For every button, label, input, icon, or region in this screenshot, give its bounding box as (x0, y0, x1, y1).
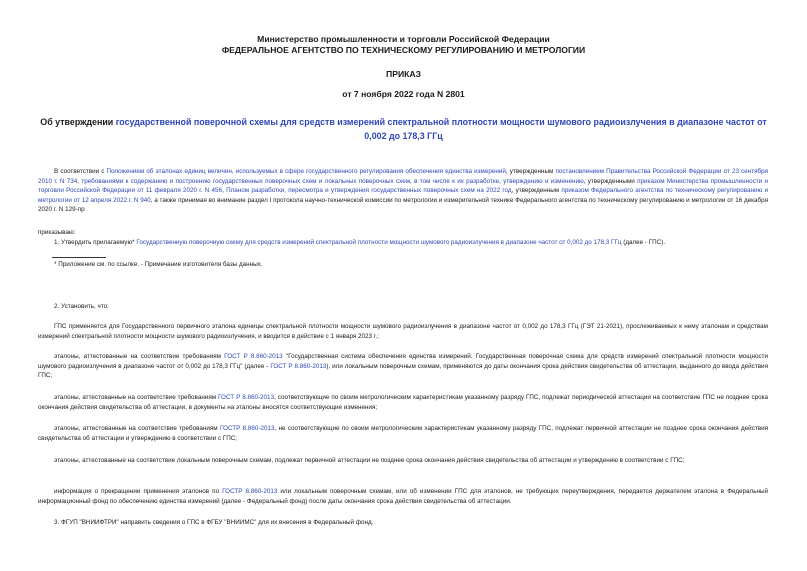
etalons-1-text-3: ), или локальным поверочным схемам, применяются до даты окончания срока действия свидетельства об аттестации, выданного до ввода действия ГПС; (38, 362, 768, 380)
item-1-text-2: (далее - ГПС). (621, 239, 666, 246)
item-1 (54, 238, 774, 248)
preamble-text-6: , утвержденным (511, 187, 562, 195)
footnote-divider (52, 257, 106, 258)
agency-name: ФЕДЕРАЛЬНОЕ АГЕНТСТВО ПО ТЕХНИЧЕСКОМУ РЕГУЛИРОВАНИЮ И МЕТРОЛОГИИ (221, 45, 586, 55)
item-1-text-1: 1. Утвердить прилагаемую* (54, 239, 137, 246)
etalons-1-text-2: "Государственная система обеспечения единства измерений. Государственная поверочная схема для средств измерений спектральной плотности мощности шумового радиоизлучения в диапазоне частот от 0,002 до 178,3 ГГц" (далее - (38, 353, 768, 370)
footnote: * Приложение см. по ссылке. - Примечание изготовителя базы данных. (54, 261, 263, 268)
preamble (38, 167, 768, 215)
link-regulation-etalons[interactable]: Положением об эталонах единиц величин, используемых в сфере государственного регулирования обеспечения единства измерений (106, 168, 506, 175)
etalons-2-text-1: эталоны, аттестованные на соответствие требованиям (54, 394, 218, 401)
ministry-name: Министерство промышленности и торговли Российской Федерации (257, 34, 550, 44)
etalons-2-text-2: , соответствующие по своим метрологическим характеристикам указанному разряду ГПС, подлежат периодической аттестации на соответствие ГПС не позднее срока окончания действия свидетельства об аттестации, в документы на эталоны вносятся соответствующие изменения; (38, 394, 769, 411)
etalons-3-text-1: эталоны, аттестованные на соответствие требованиям (54, 425, 220, 432)
link-gost-2[interactable]: ГОСТ Р 8.860-2013 (270, 362, 327, 370)
link-gost-1[interactable]: ГОСТ Р 8.860-2013 (224, 353, 283, 360)
info-text-2: или локальным поверочным схемам, или об изменении ГПС для эталонов, не требующих переутверждения, передается держателем эталона в Федеральный информационный фонд по обеспечению единства измерений (далее - Федеральный фонд) после даты окончания срока действия свидетельства об аттестации. (38, 488, 769, 505)
preamble-text-2: , утвержденным (505, 168, 556, 175)
preamble-text-3: , (77, 177, 82, 185)
preamble-text-5: , (222, 187, 227, 195)
etalons-1-text-1: эталоны, аттестованные на соответствие требованиям (54, 353, 225, 360)
page-title (30, 115, 777, 143)
paragraph-gps: ГПС применяется для Государственного первичного эталона единицы спектральной плотности мощности шумового радиоизлучения в диапазоне частот от 0,002 до 178,3 ГГц (ГЭТ 21-2021), прослеживаемых к нему эталонам и средствам измерений спектральной плотности мощности шумового радиоизлучения, и вводится в действие с 1 января 2023 г.; (38, 323, 768, 340)
paragraph-etalons-2 (38, 393, 768, 412)
title-prefix: Об утверждении (40, 117, 116, 127)
link-ministry-order[interactable]: приказом Министерства промышленности и торговли Российской Федерации от 11 февраля 2020 г. N 456 (38, 177, 769, 195)
doc-type: ПРИКАЗ (386, 69, 421, 79)
etalons-3-text-2: , не соответствующие по своим метрологическим характеристикам указанному разряду ГПС, подлежат первичной аттестации не позднее срока окончания действия свидетельства об аттестации и утверждению в соответствии с ГПС; (38, 425, 769, 442)
preamble-text-1: В соответствии с (54, 168, 107, 175)
doc-date-number: от 7 ноября 2022 года N 2801 (342, 89, 465, 99)
link-gps-scheme[interactable]: Государственную поверочную схему для средств измерений спектральной плотности мощности шумового радиоизлучения в диапазоне частот от 0,002 до 178,3 ГГц (136, 239, 622, 246)
preamble-text-4: , утвержденными (583, 177, 638, 185)
paragraph-info (38, 487, 768, 506)
link-requirements[interactable]: требованиями к содержанию и построению государственных поверочных схем и локальных поверочных схем, в том числе к их разработке, утверждению и изменению (81, 177, 584, 185)
orders-word: приказываю: (38, 229, 76, 236)
title-link[interactable]: государственной поверочной схемы для средств измерений спектральной плотности мощности шумового радиоизлучения в диапазоне частот от 0,002 до 178,3 ГГц (115, 117, 767, 141)
link-gost-3[interactable]: ГОСТ Р 8.860-2013 (218, 394, 275, 401)
link-plan[interactable]: Планом разработки, пересмотра и утверждения государственных поверочных схем на 2022 год (226, 187, 512, 195)
paragraph-etalons-1 (38, 352, 768, 381)
link-gost-4[interactable]: ГОСТР 8.860-2013 (219, 425, 275, 432)
link-government-decree[interactable]: постановлением Правительства Российской Федерации от 23 сентября 2010 г. N 734 (38, 168, 769, 185)
paragraph-etalons-4: эталоны, аттестованные на соответствие локальным поверочным схемам, подлежат первичной аттестации не позднее срока окончания действия свидетельства об аттестации и утверждению в соответствии с ГПС; (54, 457, 685, 464)
link-agency-order[interactable]: приказом Федерального агентства по техническому регулированию и метрологии от 12 апреля 2022 г. N 940 (38, 187, 769, 204)
preamble-text-7: , а также принимая во внимание раздел I протокола научно-технической комиссии по метрологии и измерительной технике Федерального агентства по техническому регулированию и метрологии от 16 декабря 2020 г. N 129-пр (38, 196, 769, 214)
link-gost-5[interactable]: ГОСТР 8.860-2013 (222, 488, 278, 495)
paragraph-etalons-3 (38, 424, 768, 443)
info-text-1: информация о прекращении применения эталонов по (54, 488, 223, 495)
item-2: 2. Установить, что: (54, 303, 109, 310)
item-3: 3. ФГУП "ВНИИФТРИ" направить сведения о ГПС в ФГБУ "ВНИИМС" для их внесения в Федеральный фонд. (54, 519, 374, 526)
